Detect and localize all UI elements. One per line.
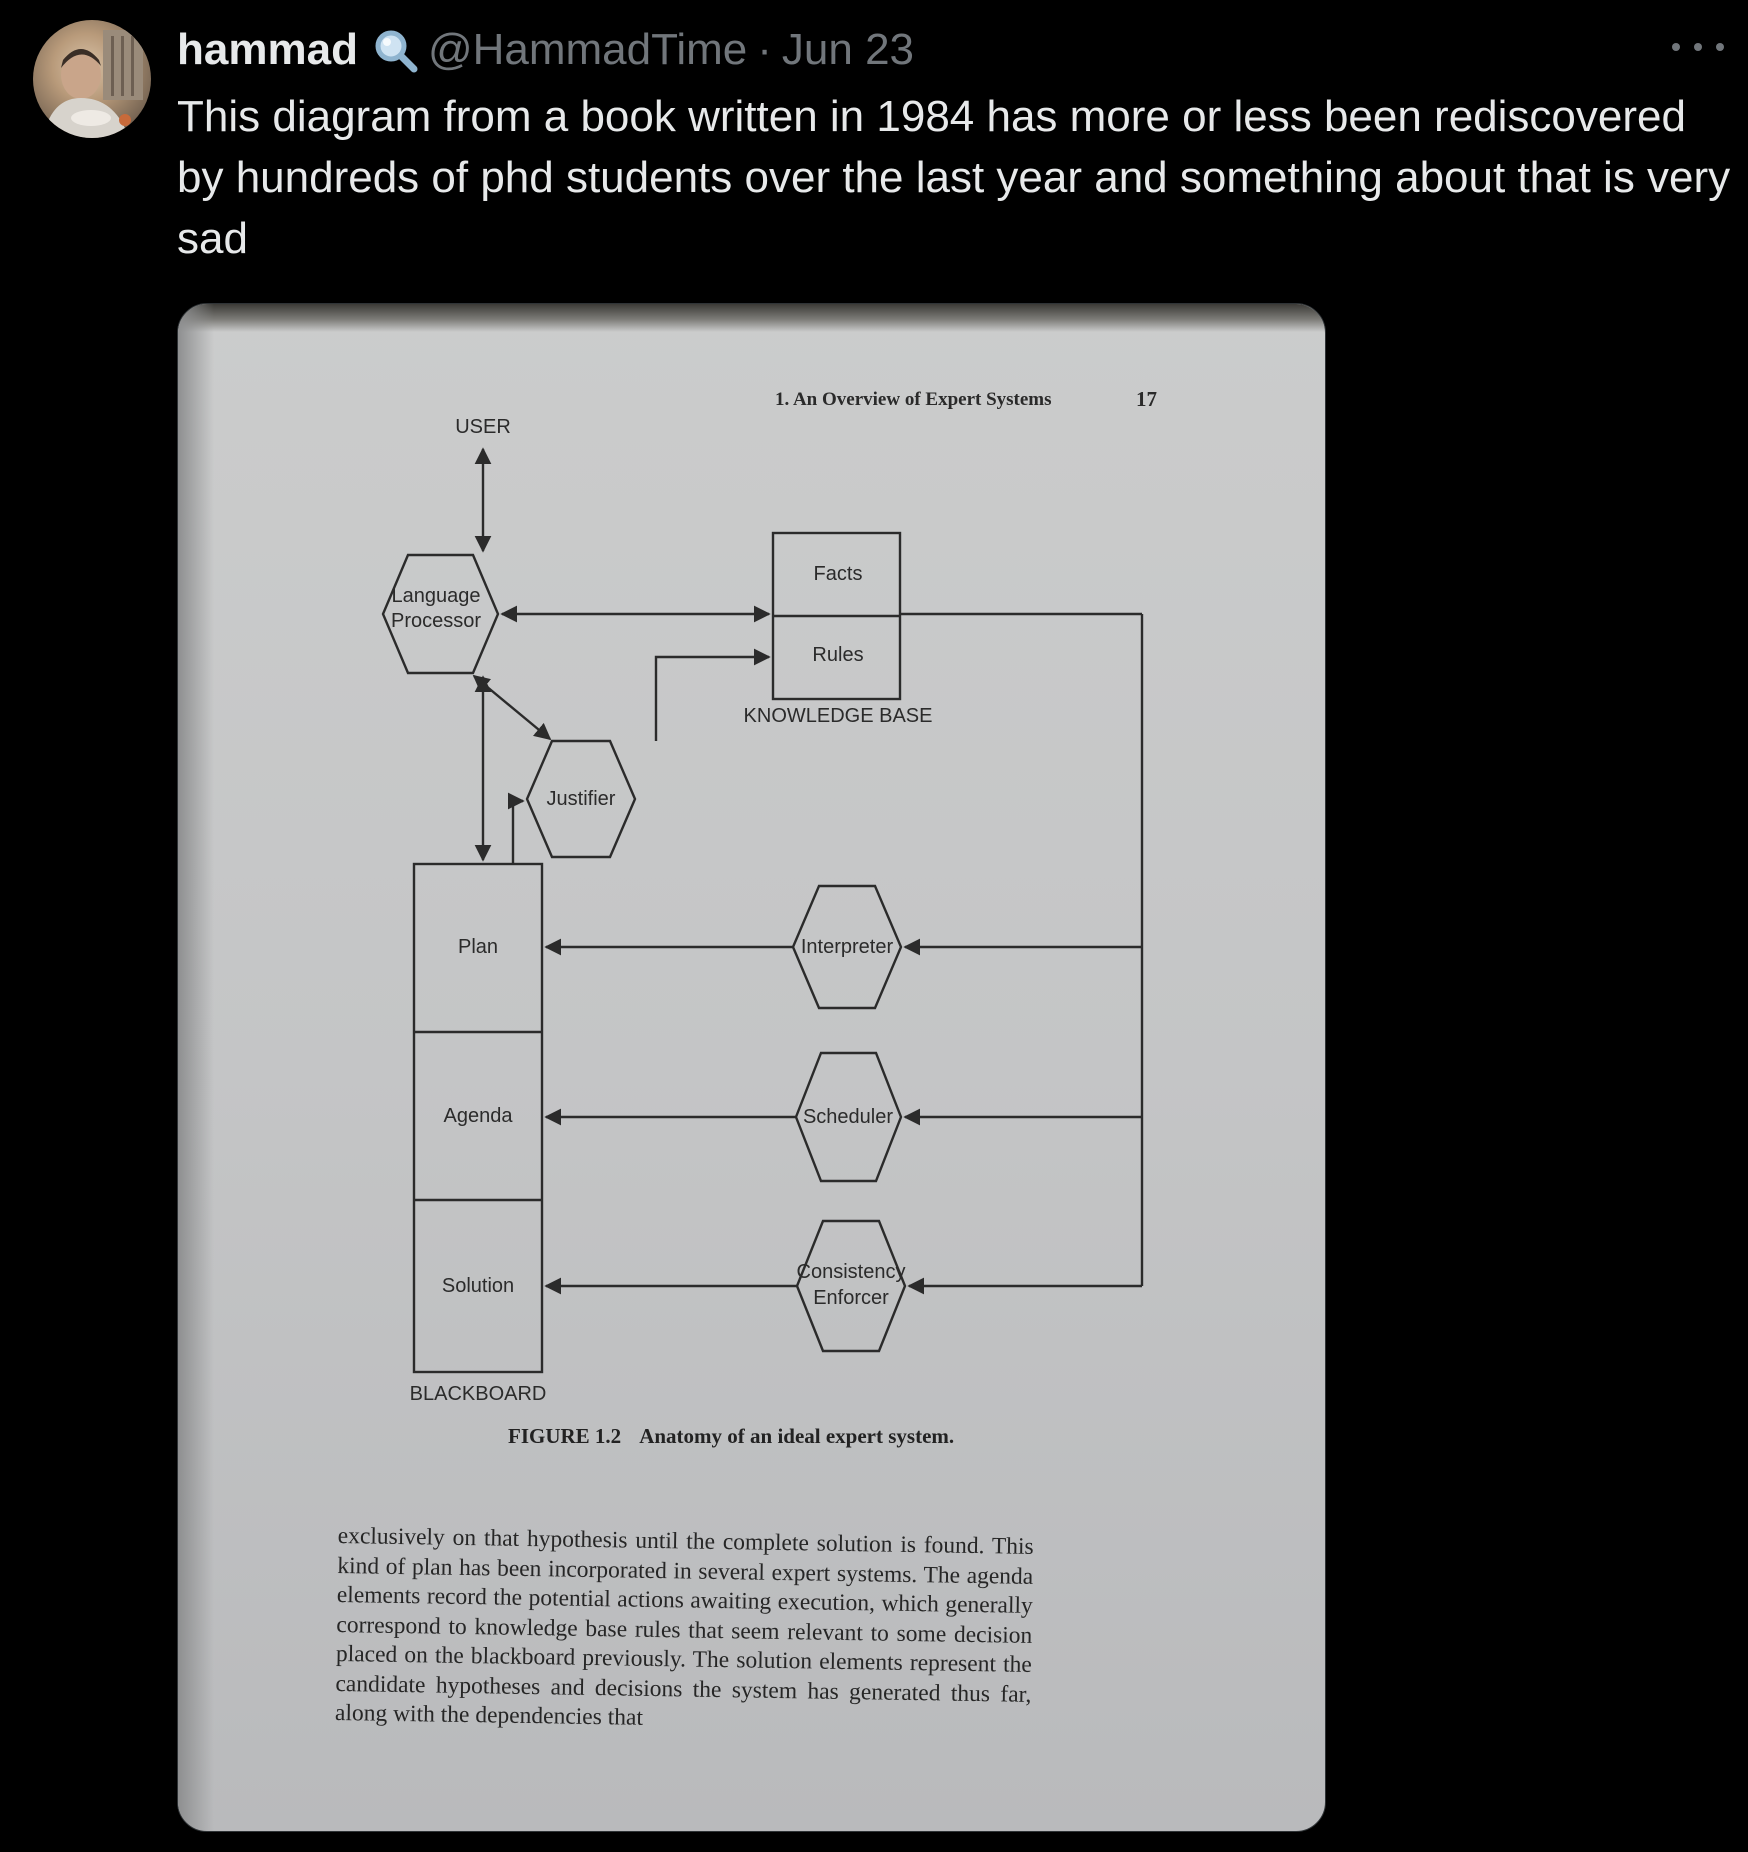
solution-label: Solution <box>441 1275 515 1297</box>
handle[interactable]: @HammadTime <box>427 25 748 74</box>
tweet-date[interactable]: Jun 23 <box>781 25 915 74</box>
consistency-enforcer-node <box>797 1221 905 1351</box>
scheduler-label: Scheduler <box>802 1106 894 1128</box>
page-body-text: exclusively on that hypothesis until the complete solution is found. This kind of plan has been incorporated in several expert systems. The agenda elements record the potential actions awaiting execution, which generally correspond to knowledge base rules that seem relevant to some decision placed on the blackboard previously. The solution elements represent the candidate hypotheses and decisions the system has generated thus far, along with the dependencies that <box>334 1522 1034 1731</box>
user-label: USER <box>455 416 511 438</box>
display-name[interactable]: hammad <box>177 25 358 74</box>
interpreter-label: Interpreter <box>800 936 894 958</box>
magnifying-glass-icon <box>372 27 418 73</box>
figure-title: Anatomy of an ideal expert system. <box>639 1424 955 1448</box>
blackboard-label: BLACKBOARD <box>409 1383 547 1405</box>
figure-caption <box>508 1424 954 1449</box>
plan-label: Plan <box>457 936 499 958</box>
more-horizontal-icon[interactable] <box>1672 30 1724 64</box>
avatar-photo <box>33 20 151 138</box>
running-head: 1. An Overview of Expert Systems <box>775 389 1052 410</box>
separator-dot: · <box>757 25 772 74</box>
attached-photo[interactable] <box>177 303 1326 1832</box>
justifier-label: Justifier <box>546 788 616 810</box>
language-label-line1: Language <box>391 585 481 607</box>
language-label-line2: Processor <box>390 610 482 632</box>
tweet-text: This diagram from a book written in 1984 has more or less been rediscovered by hundreds of phd students over the last year and something about that is very sad <box>177 92 1731 263</box>
consistency-label-line1: Consistency <box>796 1261 906 1283</box>
consistency-label-line2: Enforcer <box>813 1287 889 1309</box>
knowledge-base-label: KNOWLEDGE BASE <box>743 705 933 727</box>
page-number: 17 <box>1136 387 1157 411</box>
rules-label: Rules <box>812 644 864 666</box>
agenda-label: Agenda <box>443 1105 513 1127</box>
figure-number: FIGURE 1.2 <box>508 1424 622 1448</box>
facts-label: Facts <box>813 563 863 585</box>
avatar[interactable] <box>33 20 151 138</box>
tweet-header <box>177 18 914 82</box>
